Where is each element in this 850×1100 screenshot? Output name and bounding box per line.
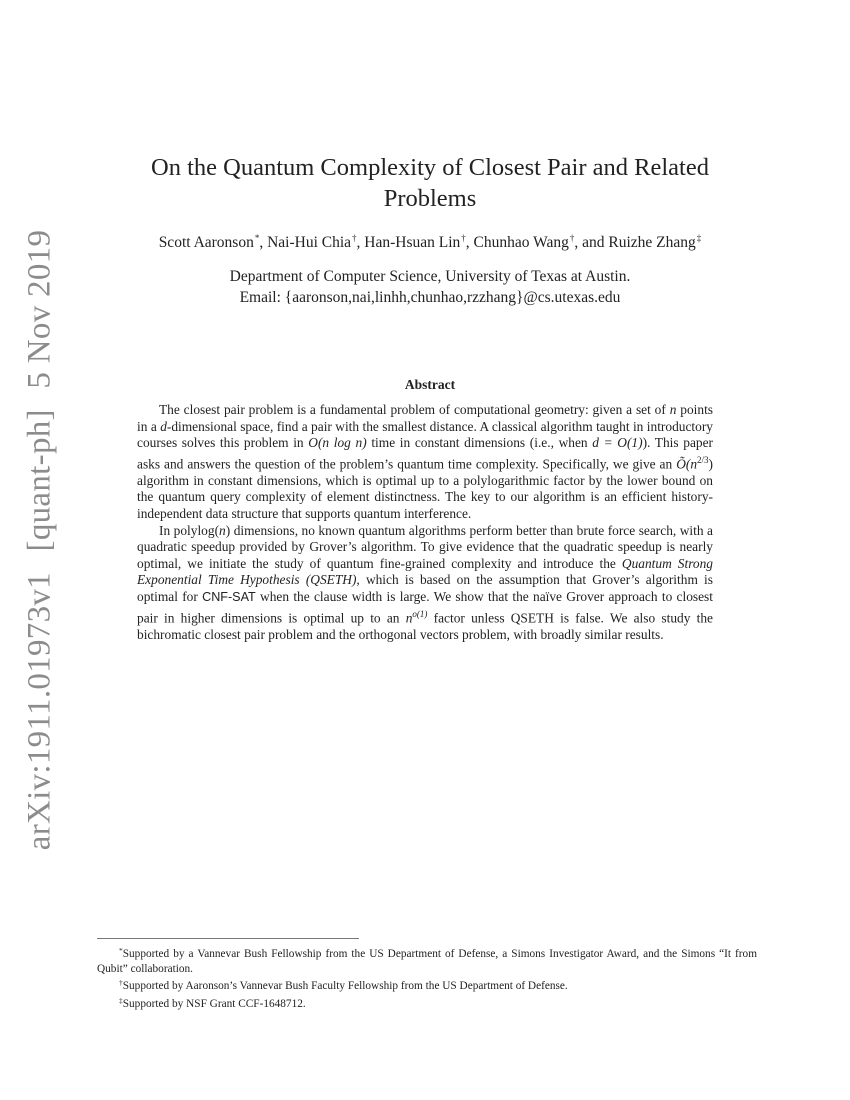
footnotes — [97, 944, 757, 1011]
footnote-text: Supported by NSF Grant CCF-1648712. — [122, 997, 306, 1010]
footnote-mark: † — [461, 233, 466, 243]
math: d = O(1) — [592, 435, 643, 451]
text: -dimensional space, find a pair with the smallest distance. A classical algorithm taught in introductory courses solves this problem in — [137, 418, 713, 451]
text: The closest pair problem is a fundamental problem of computational geometry: given a set of — [159, 402, 670, 417]
text: when the clause width is large. We show that the naïve Grover approach to closest pair in higher dimensions is optimal up to an — [137, 589, 713, 626]
math: n — [669, 402, 677, 417]
text: ) dimensions, no known quantum algorithms perform better than brute force search, with a quadratic speedup provided by Grover’s algorithm. To give evidence that the quadratic speedup is nearly optimal, we initiate the study of quantum fine-grained complexity and introduce the — [137, 522, 713, 571]
text: points in a — [137, 402, 713, 434]
math: Õ(n — [676, 456, 698, 472]
math: ) — [708, 456, 713, 472]
title-line-1: On the Quantum Complexity of Closest Pair and Related — [151, 154, 709, 181]
math: n — [405, 610, 413, 626]
author-list: Scott Aaronson*, Nai-Hui Chia†, Han-Hsuan Lin†, Chunhao Wang†, and Ruizhe Zhang‡ — [158, 233, 702, 251]
paper-title — [120, 152, 740, 214]
footnote-mark: ‡ — [696, 233, 702, 243]
math: n — [219, 522, 226, 538]
footnote-mark: † — [569, 233, 575, 243]
footnote-text: Supported by a Vannevar Bush Fellowship from the US Department of Defense, a Simons Investigator Award, and the Simons “It from Qubit” collaboration. — [97, 948, 757, 975]
arxiv-category: [quant-ph] — [21, 409, 58, 552]
math: O(n log n) — [308, 435, 367, 451]
footnote-mark: * — [119, 946, 123, 955]
footnote-divider — [97, 938, 359, 939]
footnote-mark: † — [119, 978, 123, 988]
footnote-text: Supported by Aaronson’s Vannevar Bush Faculty Fellowship from the US Department of Defense. — [122, 980, 568, 993]
abstract-body — [137, 402, 713, 643]
text: , which is based on the assumption that Grover’s algorithm is optimal for — [137, 572, 713, 604]
affiliation — [120, 266, 740, 308]
abstract-paragraph-2 — [137, 523, 713, 644]
math-superscript: o(1) — [412, 608, 428, 619]
emphasis: Quantum Strong Exponential Time Hypothesis (QSETH) — [137, 555, 714, 588]
text: In polylog( — [159, 522, 220, 538]
abstract-paragraph-1 — [137, 402, 713, 523]
footnote — [97, 944, 757, 976]
text: time in constant dimensions (i.e., when — [366, 435, 593, 451]
arxiv-id: arXiv:1911.01973v1 — [21, 572, 58, 851]
math-superscript: 2/3 — [697, 454, 709, 465]
footnote — [97, 976, 757, 994]
author-name: Han-Hsuan Lin — [364, 234, 461, 251]
author-name: Chunhao Wang — [473, 234, 569, 251]
abstract-heading: Abstract — [404, 377, 456, 392]
text: ). This paper asks and answers the question of the problem’s quantum time complexity. Specifically, we give an — [137, 435, 714, 472]
author-name: Nai-Hui Chia — [267, 234, 352, 251]
arxiv-date: 5 Nov 2019 — [21, 229, 58, 389]
author-name: Ruizhe Zhang — [608, 234, 696, 251]
author-name: Scott Aaronson — [158, 234, 254, 251]
footnote-mark: * — [254, 233, 260, 243]
email-line: Email: {aaronson,nai,linhh,chunhao,rzzhang}@cs.utexas.edu — [239, 289, 621, 306]
footnote-mark: † — [352, 233, 357, 243]
text: factor unless QSETH is false. We also study the bichromatic closest pair problem and the orthogonal vectors problem, with broadly similar results. — [137, 610, 713, 642]
arxiv-identifier-stamp — [22, 224, 59, 857]
footnote-mark: ‡ — [119, 995, 123, 1005]
problem-name: CNF-SAT — [202, 590, 256, 604]
footnote — [97, 994, 757, 1012]
department: Department of Computer Science, University of Texas at Austin. — [229, 268, 631, 285]
math: d — [160, 418, 167, 434]
text: algorithm in constant dimensions, which is optimal up to a polylogarithmic factor by the lower bound on the quantum query complexity of element distinctness. The key to our algorithm is an efficient history-independent data structure that supports quantum interference. — [137, 472, 713, 522]
title-line-2: Problems — [383, 185, 477, 212]
